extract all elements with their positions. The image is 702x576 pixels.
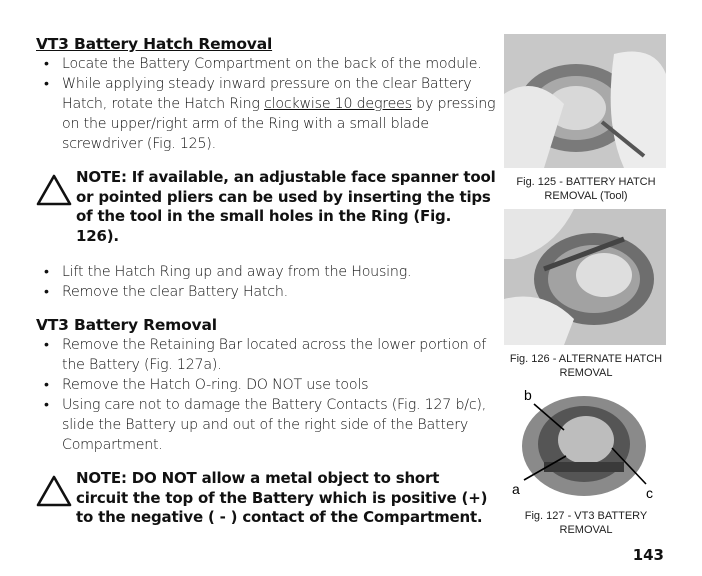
list-item: • Using care not to damage the Battery Contacts (Fig. 127 b/c), slide the Battery up and out of the right side of the Battery Compartment.	[36, 395, 496, 455]
warning-triangle-icon	[36, 475, 72, 507]
warning-triangle-icon	[36, 174, 72, 206]
figure-column	[500, 34, 672, 543]
text-column	[36, 34, 496, 528]
note-block-spanner	[36, 168, 496, 246]
figure-127-caption: Fig. 127 - VT3 BATTERY REMOVAL	[524, 510, 648, 536]
figure-125-caption: Fig. 125 - BATTERY HATCH REMOVAL (Tool)	[516, 176, 656, 202]
list-item: • Locate the Battery Compartment on the back of the module.	[36, 54, 496, 74]
list-item: • Remove the Retaining Bar located across the lower portion of the Battery (Fig. 127a).	[36, 335, 496, 375]
figure-125-photo	[504, 34, 666, 168]
note-text: NOTE: If available, an adjustable face spanner tool or pointed pliers can be used by inserting the tips of the tool in the small holes in the Ring (Fig. 126).	[76, 168, 496, 245]
section-title-hatch-removal: VT3 Battery Hatch Removal	[36, 35, 273, 53]
list-item: • While applying steady inward pressure on the clear Battery Hatch, rotate the Hatch Ring clockwise 10 degrees by pressing on the upper/right arm of the Ring with a small blade screwdriver (Fig. 125).	[36, 74, 496, 154]
callout-label-a: a	[512, 481, 520, 497]
figure-126-photo	[504, 209, 666, 345]
list-item: • Remove the Hatch O-ring. DO NOT use tools	[36, 375, 496, 395]
callout-label-b: b	[524, 387, 532, 403]
underlined-phrase: clockwise 10 degrees	[264, 96, 412, 112]
note-text: NOTE: DO NOT allow a metal object to short circuit the top of the Battery which is positive (+) to the negative ( - ) contact of the Compartment.	[76, 469, 488, 526]
figure-127-photo	[504, 386, 666, 502]
battery-removal-steps	[36, 335, 496, 455]
list-item: • Remove the clear Battery Hatch.	[36, 282, 496, 302]
page-number: 143	[632, 546, 664, 564]
figure-126-caption: Fig. 126 - ALTERNATE HATCH REMOVAL	[509, 353, 663, 379]
list-item: • Lift the Hatch Ring up and away from the Housing.	[36, 262, 496, 282]
hatch-followup-steps	[36, 262, 496, 302]
section-title-battery-removal: VT3 Battery Removal	[36, 316, 217, 334]
callout-label-c: c	[646, 485, 653, 501]
hatch-removal-steps	[36, 54, 496, 154]
note-block-short-circuit	[36, 469, 496, 528]
